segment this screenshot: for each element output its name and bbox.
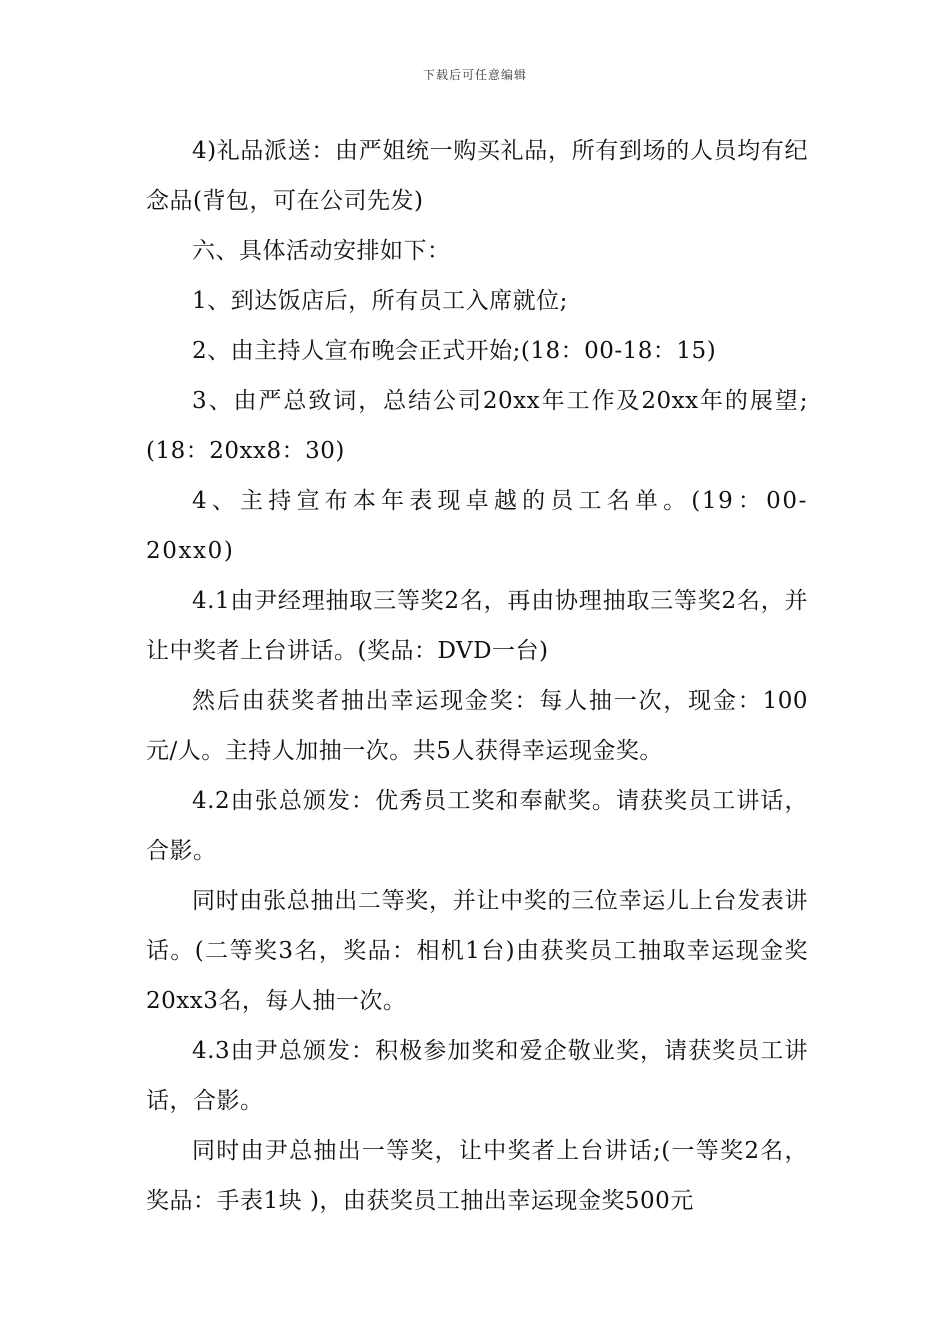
paragraph-step-2: 2、由主持人宣布晚会正式开始;(18：00-18：15) — [192, 338, 717, 364]
paragraph-step-4-1: 4.1由尹经理抽取三等奖2名，再由协理抽取三等奖2名，并让中奖者上台讲话。(奖品：DVD一台) — [146, 588, 808, 664]
paragraph-second-prize: 同时由张总抽出二等奖，并让中奖的三位幸运儿上台发表讲话。(二等奖3名，奖品：相机1台)由获奖员工抽取幸运现金奖20xx3名，每人抽一次。 — [146, 888, 808, 1014]
paragraph-gift-delivery: 4)礼品派送：由严姐统一购买礼品，所有到场的人员均有纪念品(背包，可在公司先发) — [146, 138, 808, 214]
paragraph-first-prize: 同时由尹总抽出一等奖，让中奖者上台讲话;(一等奖2名，奖品：手表1块 )，由获奖员工抽出幸运现金奖500元 — [146, 1138, 808, 1214]
page-header-note: 下载后可任意编辑 — [422, 68, 527, 82]
paragraph-step-4: 4、主持宣布本年表现卓越的员工名单。(19：00-20xx0) — [146, 488, 808, 564]
paragraph-step-1: 1、到达饭店后，所有员工入席就位; — [192, 288, 568, 314]
paragraph-step-4-3: 4.3由尹总颁发：积极参加奖和爱企敬业奖，请获奖员工讲话，合影。 — [146, 1038, 808, 1114]
paragraph-step-4-2: 4.2由张总颁发：优秀员工奖和奉献奖。请获奖员工讲话，合影。 — [146, 788, 808, 864]
paragraph-step-3: 3、由严总致词，总结公司20xx年工作及20xx年的展望;(18：20xx8：30) — [146, 388, 808, 464]
paragraph-lucky-cash-prize: 然后由获奖者抽出幸运现金奖：每人抽一次，现金：100元/人。主持人加抽一次。共5人获得幸运现金奖。 — [146, 688, 808, 764]
section-heading-activity-schedule: 六、具体活动安排如下： — [192, 238, 451, 264]
document-body — [146, 126, 808, 1226]
